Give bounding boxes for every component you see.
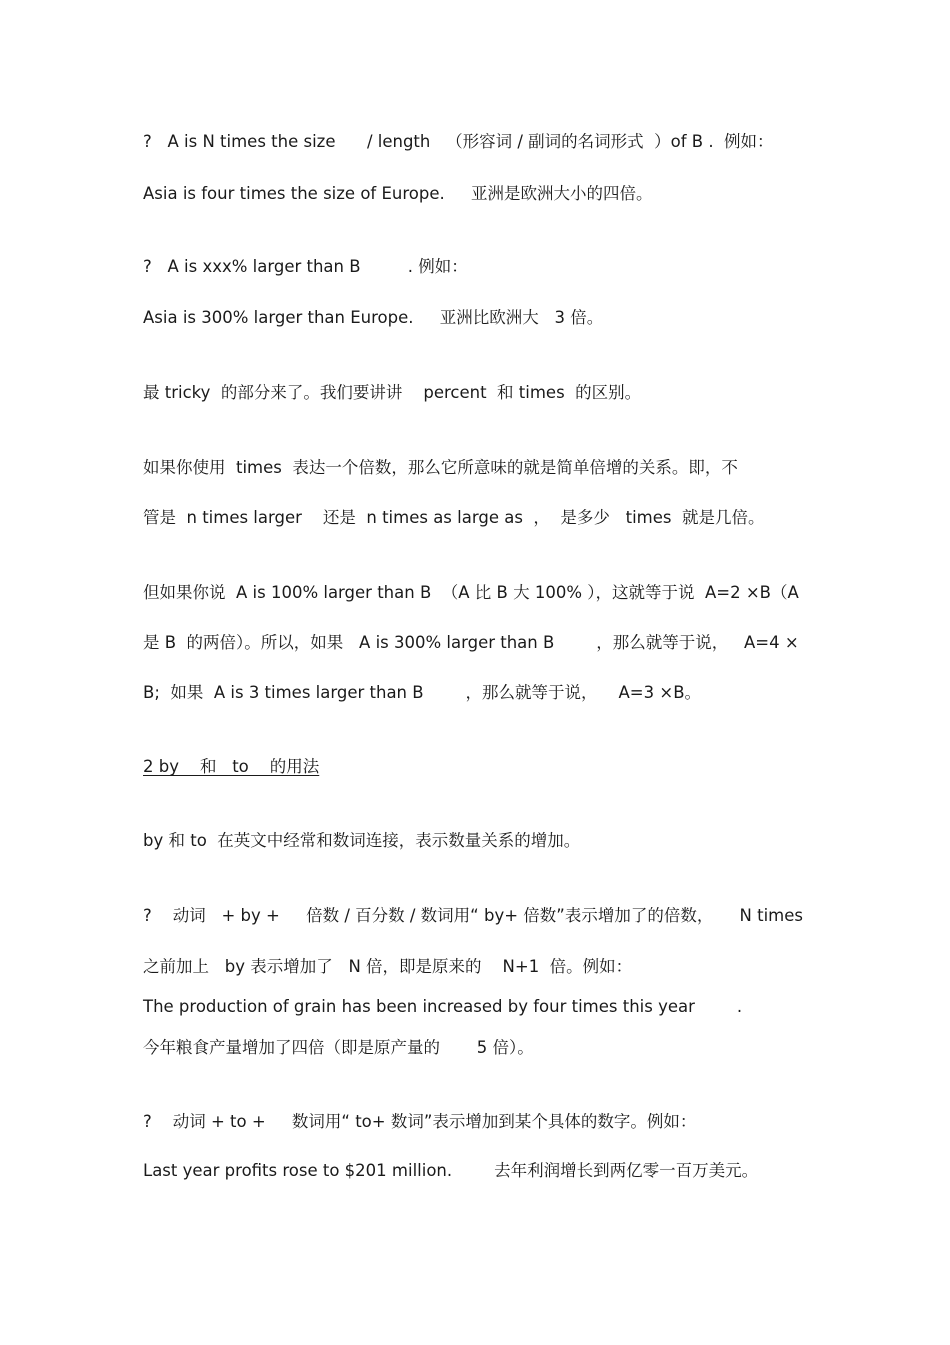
text-line: by 和 to 在英文中经常和数词连接，表示数量关系的增加。 <box>143 831 581 850</box>
text-line: 最 tricky 的部分来了。我们要讲讲 percent 和 times 的区别。 <box>143 383 642 402</box>
text-line: ? A is xxx% larger than B . 例如： <box>143 257 468 276</box>
text-line: B; 如果 A is 3 times larger than B ，那么就等于说， A=3 ×B。 <box>143 683 702 702</box>
section-heading: 2 by 和 to 的用法 <box>143 757 320 776</box>
text-line: 是 B 的两倍）。所以，如果 A is 300% larger than B ，那么就等于说， A=4 × <box>143 633 799 652</box>
text-line: ? 动词 + by + 倍数 / 百分数 / 数词用“ by+ 倍数”表示增加了的倍数， N times <box>143 906 804 925</box>
text-line: The production of grain has been increased by four times this year . <box>143 997 743 1016</box>
text-line: 今年粮食产量增加了四倍（即是原产量的 5 倍）。 <box>143 1038 534 1057</box>
text-line: ? 动词 + to + 数词用“ to+ 数词”表示增加到某个具体的数字。例如： <box>143 1112 697 1131</box>
text-line: Last year profits rose to $201 million. 去年利润增长到两亿零一百万美元。 <box>143 1161 759 1180</box>
text-line: Asia is 300% larger than Europe. 亚洲比欧洲大 3 倍。 <box>143 308 604 327</box>
text-line: 管是 n times larger 还是 n times as large as ， 是多少 times 就是几倍。 <box>143 508 765 527</box>
text-line: ? A is N times the size / length （形容词 / 副词的名词形式 ）of B . 例如： <box>143 132 774 151</box>
text-line: 但如果你说 A is 100% larger than B （A 比 B 大 100% ），这就等于说 A=2 ×B（A <box>143 583 799 602</box>
text-line: 之前加上 by 表示增加了 N 倍，即是原来的 N+1 倍。例如： <box>143 957 633 976</box>
text-line: Asia is four times the size of Europe. 亚洲是欧洲大小的四倍。 <box>143 184 653 203</box>
text-line: 如果你使用 times 表达一个倍数，那么它所意味的就是简单倍增的关系。即，不 <box>143 458 738 477</box>
